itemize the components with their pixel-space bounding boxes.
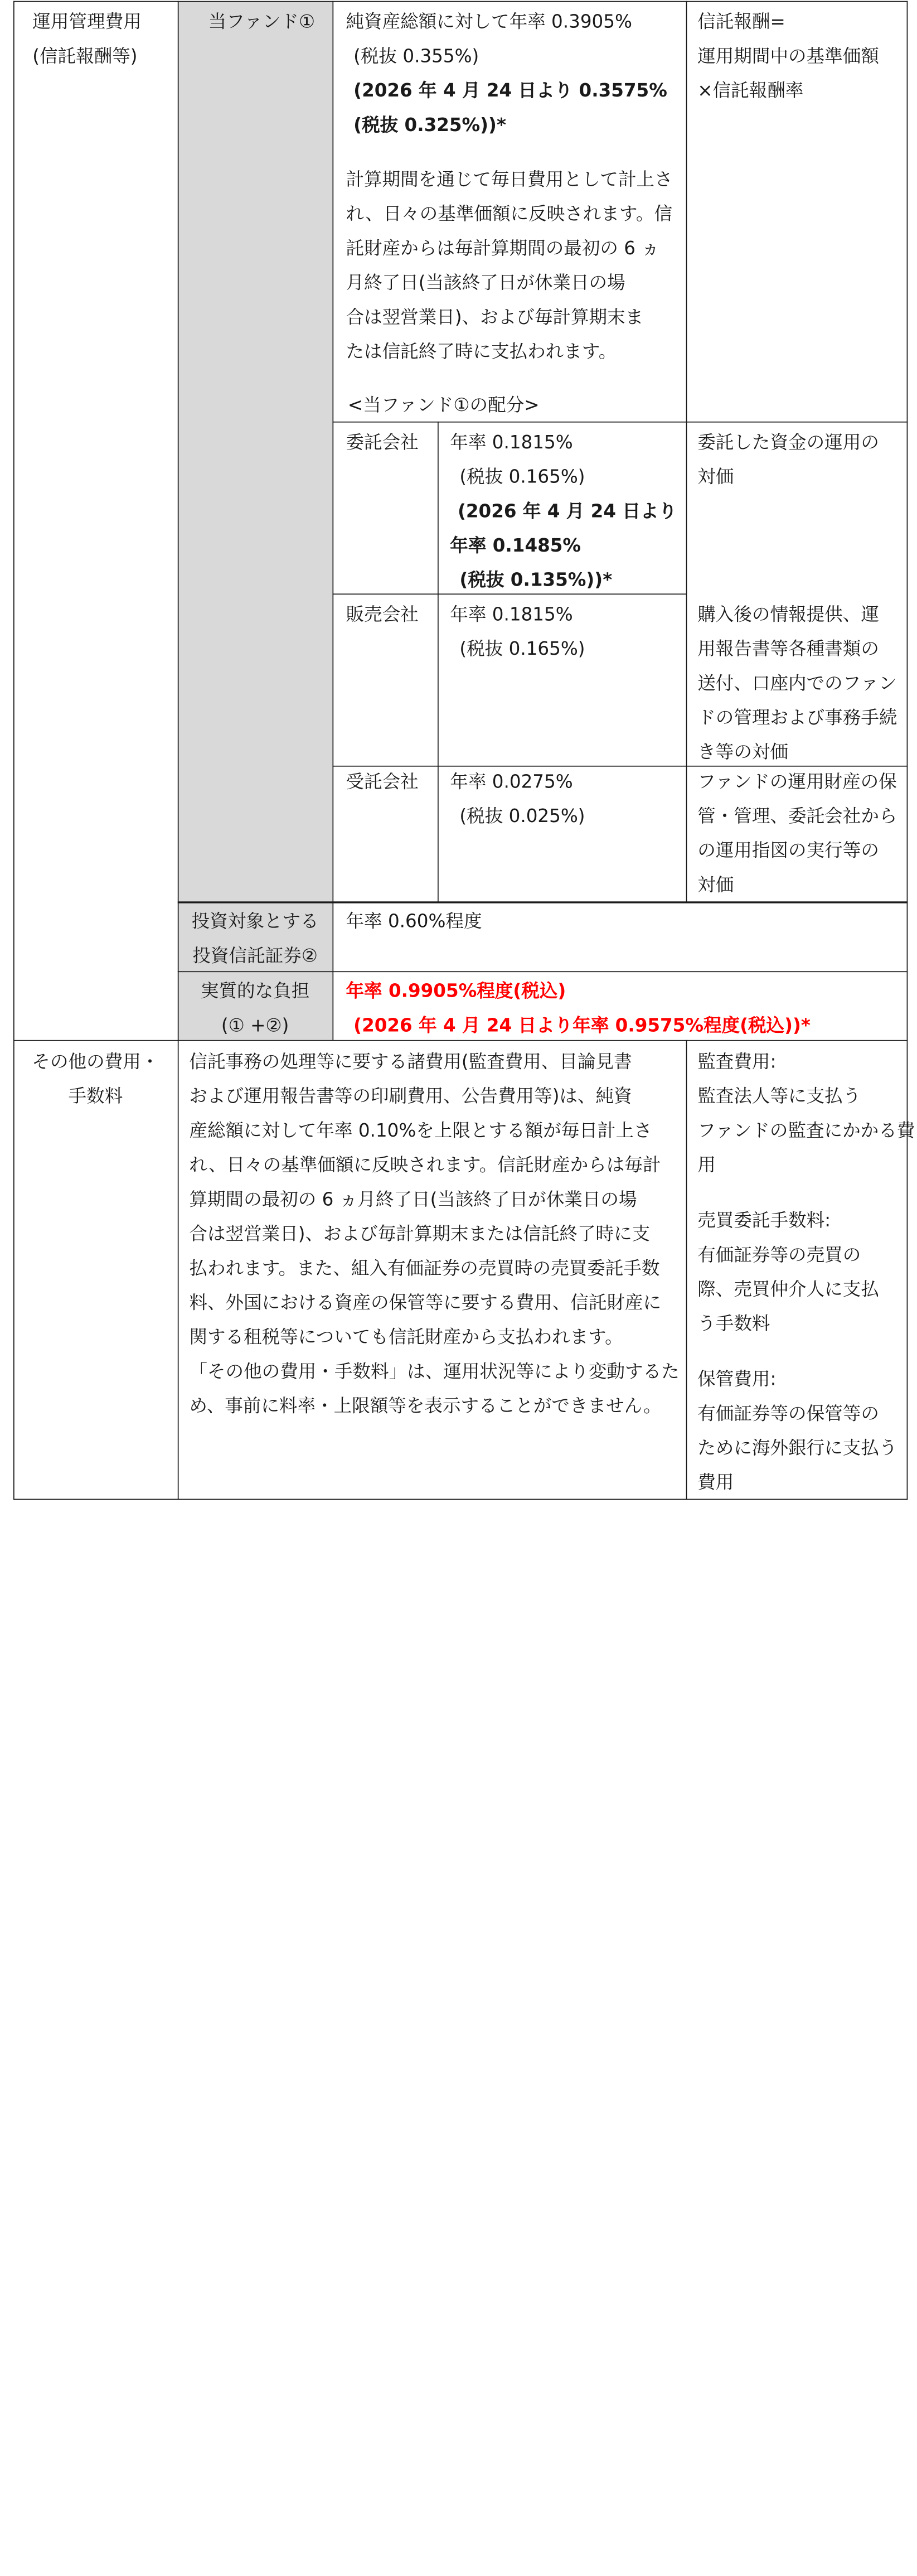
column-divider xyxy=(686,1040,687,1500)
effective-burden-rate: 年率 0.9905%程度(税込) (2026 年 4 月 24 日より年率 0.9575%程度(税込))* xyxy=(346,980,811,1036)
allocation-description-distributor: 購入後の情報提供、運 用報告書等各種書類の 送付、口座内でのファン ドの管理および事務手続 き等の対価 xyxy=(697,604,897,763)
allocation-rate-consignor: 年率 0.1815% (税抜 0.165%) (2026 年 4 月 24 日より 年率 0.1485% (税抜 0.135%))* xyxy=(450,432,677,591)
table-left-border xyxy=(13,1,14,1500)
column-divider xyxy=(686,1,687,902)
allocation-party-consignor: 委託会社 xyxy=(346,432,419,453)
fund1-description: 計算期間を通じて毎日費用として計上さ れ、日々の基準価額に反映されます。信 託財産からは毎計算期間の最初の 6 ヵ 月終了日(当該終了日が休業日の場 合は翌営業日)、および毎計算期末ま たは信託終了時に支払われます。 xyxy=(346,169,673,363)
fee-formula: 信託報酬= 運用期間中の基準価額 ×信託報酬率 xyxy=(697,11,879,102)
table-top-border xyxy=(13,1,908,2)
column-divider xyxy=(438,422,439,902)
allocation-party-trustee: 受託会社 xyxy=(346,771,419,792)
fund1-rate-new-ex-tax: (税抜 0.325%))* xyxy=(353,114,506,136)
column-divider xyxy=(178,1,179,1500)
fund1-label-shade xyxy=(178,2,333,901)
allocation-rate-distributor: 年率 0.1815% (税抜 0.165%) xyxy=(450,604,585,660)
audit-fee-title: 監査費用: xyxy=(697,1051,777,1073)
allocation-description-consignor: 委託した資金の運用の 対価 xyxy=(697,432,879,488)
fund1-rate-new: (2026 年 4 月 24 日より 0.3575% xyxy=(353,80,667,102)
allocation-party-distributor: 販売会社 xyxy=(346,604,419,625)
allocation-description-trustee: ファンドの運用財産の保 管・管理、委託会社から の運用指図の実行等の 対価 xyxy=(697,771,897,896)
brokerage-fee-title: 売買委託手数料: xyxy=(697,1210,831,1231)
allocation-rate-trustee: 年率 0.0275% (税抜 0.025%) xyxy=(450,771,585,827)
management-fee-label: 運用管理費用 (信託報酬等) xyxy=(32,11,142,67)
effective-burden-label: 実質的な負担 (① +②) xyxy=(200,980,310,1036)
fund1-rate: 純資産総額に対して年率 0.3905% xyxy=(346,11,632,33)
fund2-label: 投資対象とする 投資信託証券② xyxy=(191,911,319,966)
fund2-rate: 年率 0.60%程度 xyxy=(346,911,482,932)
other-fees-description: 信託事務の処理等に要する諸費用(監査費用、目論見書 および運用報告書等の印刷費用、公告費用等)は、純資 産総額に対して年率 0.10%を上限とする額が毎日計上さ れ、日々の基準価額に反映されます。信託財産からは毎計 算期間の最初の 6 ヵ月終了日(当該終了日が休業日の場 合は翌営業日)、および毎計算期末または信託終了時に支 払われます。また、組入有価証券の売買時の売買委託手数 料、外国における資産の保管等に要する費用、信託財産に 関する租税等についても信託財産から支払われます。 「その他の費用・手数料」は、運用状況等により変動するた め、事前に料率・上限額等を表示することができません。 xyxy=(189,1051,680,1417)
other-fees-label: その他の費用・ 手数料 xyxy=(32,1051,159,1107)
fund1-label: 当ファンド① xyxy=(208,11,316,33)
other-fees-items: 監査費用: 監査法人等に支払う ファンドの監査にかかる費 用 売買委託手数料: 有価証券等の売買の 際、売買仲介人に支払 う手数料 保管費用: 有価証券等の保管等の ために海外銀行に支払う 費用 xyxy=(697,1045,915,1500)
fund1-rate-ex-tax: (税抜 0.355%) xyxy=(353,46,479,67)
custody-fee-title: 保管費用: xyxy=(697,1369,777,1390)
fund1-rate-cell xyxy=(346,5,667,143)
column-divider xyxy=(332,1,333,1041)
allocation-heading: <当ファンド①の配分> xyxy=(347,394,540,416)
